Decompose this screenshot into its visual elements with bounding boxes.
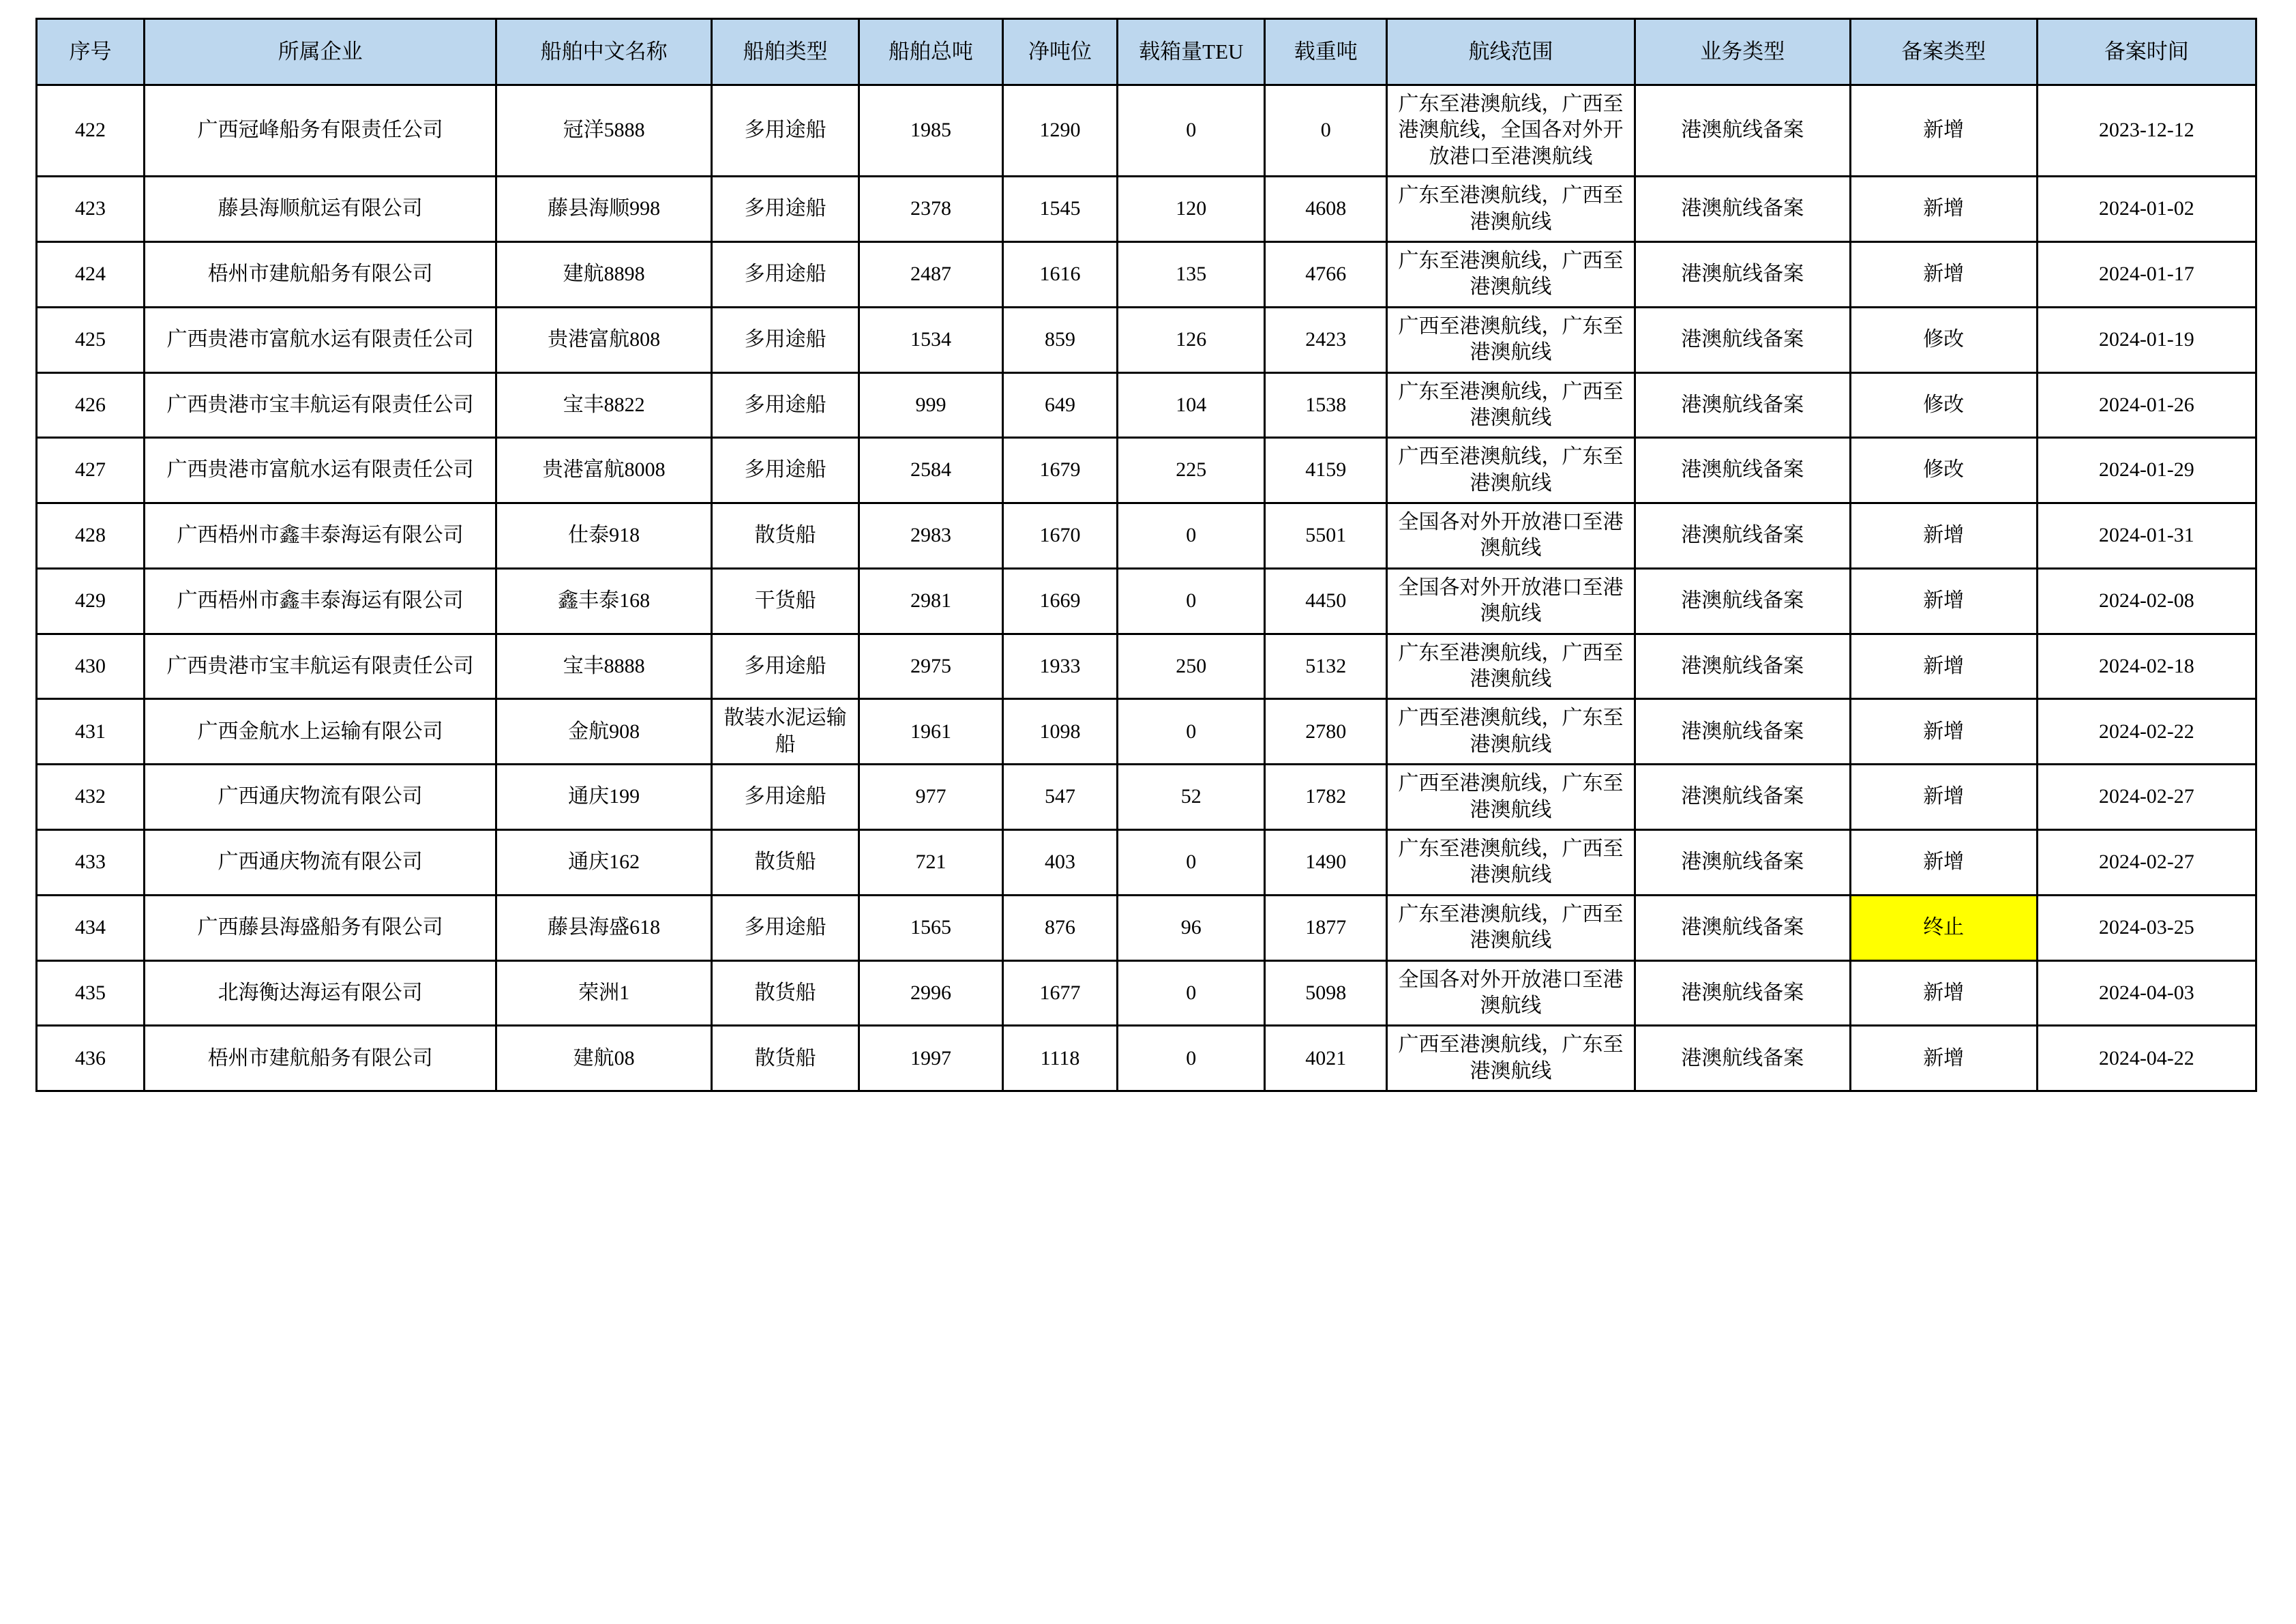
cell-teu: 135 (1118, 241, 1265, 307)
cell-ship-type: 多用途船 (712, 634, 859, 699)
cell-record-type: 新增 (1850, 177, 2037, 242)
cell-index: 433 (37, 829, 145, 895)
cell-gross-tonnage: 2975 (859, 634, 1003, 699)
cell-record-type: 新增 (1850, 1026, 2037, 1091)
cell-teu: 120 (1118, 177, 1265, 242)
cell-net-tonnage: 1616 (1002, 241, 1118, 307)
cell-teu: 52 (1118, 765, 1265, 830)
cell-deadweight: 5501 (1265, 503, 1387, 569)
cell-record-date: 2024-02-27 (2037, 829, 2256, 895)
cell-ship-type: 多用途船 (712, 85, 859, 177)
cell-company: 梧州市建航船务有限公司 (145, 241, 496, 307)
cell-gross-tonnage: 721 (859, 829, 1003, 895)
cell-teu: 250 (1118, 634, 1265, 699)
cell-gross-tonnage: 1961 (859, 699, 1003, 765)
table-body (37, 85, 2256, 1091)
cell-company: 广西金航水上运输有限公司 (145, 699, 496, 765)
cell-record-date: 2024-03-25 (2037, 895, 2256, 960)
table-row (37, 895, 2256, 960)
cell-record-date: 2024-01-29 (2037, 438, 2256, 503)
table-row (37, 438, 2256, 503)
table-row (37, 1026, 2256, 1091)
cell-company: 广西冠峰船务有限责任公司 (145, 85, 496, 177)
cell-record-type: 修改 (1850, 438, 2037, 503)
cell-record-date: 2024-02-08 (2037, 568, 2256, 634)
cell-record-date: 2024-01-19 (2037, 307, 2256, 372)
cell-ship-type: 散货船 (712, 960, 859, 1026)
cell-ship-name: 藤县海顺998 (496, 177, 712, 242)
cell-record-type: 新增 (1850, 503, 2037, 569)
cell-index: 425 (37, 307, 145, 372)
cell-company: 广西贵港市富航水运有限责任公司 (145, 307, 496, 372)
cell-record-type: 新增 (1850, 829, 2037, 895)
cell-record-type: 修改 (1850, 307, 2037, 372)
cell-ship-type: 多用途船 (712, 241, 859, 307)
table-row (37, 765, 2256, 830)
cell-ship-type: 多用途船 (712, 372, 859, 438)
cell-ship-type: 干货船 (712, 568, 859, 634)
cell-ship-type: 多用途船 (712, 307, 859, 372)
cell-teu: 0 (1118, 85, 1265, 177)
cell-deadweight: 4159 (1265, 438, 1387, 503)
cell-route: 广东至港澳航线，广西至港澳航线 (1387, 177, 1635, 242)
cell-record-type: 新增 (1850, 85, 2037, 177)
cell-ship-name: 宝丰8888 (496, 634, 712, 699)
cell-company: 梧州市建航船务有限公司 (145, 1026, 496, 1091)
cell-route: 广西至港澳航线，广东至港澳航线 (1387, 699, 1635, 765)
cell-teu: 0 (1118, 699, 1265, 765)
cell-net-tonnage: 1098 (1002, 699, 1118, 765)
cell-route: 广西至港澳航线，广东至港澳航线 (1387, 438, 1635, 503)
cell-business-type: 港澳航线备案 (1635, 765, 1850, 830)
table-row (37, 699, 2256, 765)
cell-gross-tonnage: 1997 (859, 1026, 1003, 1091)
cell-deadweight: 1538 (1265, 372, 1387, 438)
cell-ship-type: 散货船 (712, 829, 859, 895)
table-row (37, 568, 2256, 634)
cell-business-type: 港澳航线备案 (1635, 895, 1850, 960)
table-row (37, 241, 2256, 307)
cell-deadweight: 1490 (1265, 829, 1387, 895)
cell-net-tonnage: 649 (1002, 372, 1118, 438)
cell-business-type: 港澳航线备案 (1635, 634, 1850, 699)
cell-net-tonnage: 859 (1002, 307, 1118, 372)
cell-business-type: 港澳航线备案 (1635, 503, 1850, 569)
cell-ship-type: 散货船 (712, 503, 859, 569)
cell-company: 广西梧州市鑫丰泰海运有限公司 (145, 568, 496, 634)
cell-ship-name: 通庆199 (496, 765, 712, 830)
cell-deadweight: 5132 (1265, 634, 1387, 699)
cell-net-tonnage: 1679 (1002, 438, 1118, 503)
column-header-company: 所属企业 (145, 19, 496, 85)
cell-ship-name: 宝丰8822 (496, 372, 712, 438)
cell-index: 423 (37, 177, 145, 242)
cell-ship-type: 多用途船 (712, 765, 859, 830)
cell-net-tonnage: 403 (1002, 829, 1118, 895)
cell-company: 广西贵港市宝丰航运有限责任公司 (145, 372, 496, 438)
cell-deadweight: 4766 (1265, 241, 1387, 307)
cell-company: 北海衡达海运有限公司 (145, 960, 496, 1026)
table-header (37, 19, 2256, 85)
cell-index: 430 (37, 634, 145, 699)
cell-index: 426 (37, 372, 145, 438)
cell-record-date: 2024-01-02 (2037, 177, 2256, 242)
cell-company: 广西藤县海盛船务有限公司 (145, 895, 496, 960)
cell-record-date: 2024-04-22 (2037, 1026, 2256, 1091)
table-row (37, 307, 2256, 372)
column-header-gross-tonnage: 船舶总吨 (859, 19, 1003, 85)
cell-company: 广西贵港市富航水运有限责任公司 (145, 438, 496, 503)
cell-index: 429 (37, 568, 145, 634)
cell-record-type: 新增 (1850, 634, 2037, 699)
cell-teu: 0 (1118, 568, 1265, 634)
column-header-ship-type: 船舶类型 (712, 19, 859, 85)
cell-record-type: 新增 (1850, 568, 2037, 634)
cell-net-tonnage: 1933 (1002, 634, 1118, 699)
cell-index: 434 (37, 895, 145, 960)
cell-gross-tonnage: 2584 (859, 438, 1003, 503)
table-header-row (37, 19, 2256, 85)
column-header-record-date: 备案时间 (2037, 19, 2256, 85)
table-row (37, 85, 2256, 177)
column-header-record-type: 备案类型 (1850, 19, 2037, 85)
cell-teu: 0 (1118, 503, 1265, 569)
cell-record-type: 新增 (1850, 241, 2037, 307)
cell-route: 全国各对外开放港口至港澳航线 (1387, 503, 1635, 569)
column-header-index: 序号 (37, 19, 145, 85)
cell-route: 广东至港澳航线，广西至港澳航线，全国各对外开放港口至港澳航线 (1387, 85, 1635, 177)
cell-deadweight: 4021 (1265, 1026, 1387, 1091)
cell-company: 藤县海顺航运有限公司 (145, 177, 496, 242)
cell-deadweight: 5098 (1265, 960, 1387, 1026)
cell-teu: 96 (1118, 895, 1265, 960)
cell-record-date: 2024-02-22 (2037, 699, 2256, 765)
cell-company: 广西梧州市鑫丰泰海运有限公司 (145, 503, 496, 569)
table-row (37, 960, 2256, 1026)
cell-business-type: 港澳航线备案 (1635, 568, 1850, 634)
cell-index: 432 (37, 765, 145, 830)
cell-gross-tonnage: 1985 (859, 85, 1003, 177)
cell-index: 431 (37, 699, 145, 765)
cell-route: 全国各对外开放港口至港澳航线 (1387, 568, 1635, 634)
cell-record-type: 修改 (1850, 372, 2037, 438)
cell-ship-type: 多用途船 (712, 438, 859, 503)
table-row (37, 503, 2256, 569)
cell-net-tonnage: 1290 (1002, 85, 1118, 177)
cell-route: 广西至港澳航线，广东至港澳航线 (1387, 1026, 1635, 1091)
cell-record-date: 2024-04-03 (2037, 960, 2256, 1026)
cell-ship-type: 多用途船 (712, 177, 859, 242)
cell-net-tonnage: 1669 (1002, 568, 1118, 634)
cell-teu: 104 (1118, 372, 1265, 438)
cell-deadweight: 2780 (1265, 699, 1387, 765)
cell-ship-name: 仕泰918 (496, 503, 712, 569)
cell-ship-name: 贵港富航808 (496, 307, 712, 372)
cell-index: 436 (37, 1026, 145, 1091)
cell-ship-name: 鑫丰泰168 (496, 568, 712, 634)
cell-gross-tonnage: 2487 (859, 241, 1003, 307)
cell-ship-type: 多用途船 (712, 895, 859, 960)
cell-record-type-highlighted: 终止 (1850, 895, 2037, 960)
cell-teu: 0 (1118, 829, 1265, 895)
cell-business-type: 港澳航线备案 (1635, 960, 1850, 1026)
cell-company: 广西通庆物流有限公司 (145, 765, 496, 830)
column-header-route: 航线范围 (1387, 19, 1635, 85)
cell-business-type: 港澳航线备案 (1635, 372, 1850, 438)
cell-ship-name: 荣洲1 (496, 960, 712, 1026)
cell-company: 广西通庆物流有限公司 (145, 829, 496, 895)
column-header-net-tonnage: 净吨位 (1002, 19, 1118, 85)
cell-business-type: 港澳航线备案 (1635, 699, 1850, 765)
cell-record-date: 2024-02-18 (2037, 634, 2256, 699)
cell-teu: 0 (1118, 1026, 1265, 1091)
cell-business-type: 港澳航线备案 (1635, 829, 1850, 895)
cell-business-type: 港澳航线备案 (1635, 241, 1850, 307)
cell-deadweight: 1877 (1265, 895, 1387, 960)
column-header-teu: 载箱量TEU (1118, 19, 1265, 85)
column-header-deadweight: 载重吨 (1265, 19, 1387, 85)
cell-ship-name: 建航8898 (496, 241, 712, 307)
cell-index: 422 (37, 85, 145, 177)
cell-index: 424 (37, 241, 145, 307)
cell-route: 广东至港澳航线，广西至港澳航线 (1387, 241, 1635, 307)
cell-record-type: 新增 (1850, 960, 2037, 1026)
cell-ship-name: 金航908 (496, 699, 712, 765)
column-header-business-type: 业务类型 (1635, 19, 1850, 85)
cell-ship-name: 藤县海盛618 (496, 895, 712, 960)
cell-index: 427 (37, 438, 145, 503)
cell-route: 广东至港澳航线，广西至港澳航线 (1387, 829, 1635, 895)
cell-business-type: 港澳航线备案 (1635, 1026, 1850, 1091)
cell-net-tonnage: 1677 (1002, 960, 1118, 1026)
cell-record-date: 2023-12-12 (2037, 85, 2256, 177)
cell-record-date: 2024-02-27 (2037, 765, 2256, 830)
cell-deadweight: 0 (1265, 85, 1387, 177)
table-row (37, 829, 2256, 895)
cell-ship-name: 冠洋5888 (496, 85, 712, 177)
cell-ship-type: 散货船 (712, 1026, 859, 1091)
table-row (37, 634, 2256, 699)
column-header-ship-name: 船舶中文名称 (496, 19, 712, 85)
cell-gross-tonnage: 2378 (859, 177, 1003, 242)
cell-record-date: 2024-01-17 (2037, 241, 2256, 307)
cell-net-tonnage: 547 (1002, 765, 1118, 830)
cell-ship-name: 通庆162 (496, 829, 712, 895)
cell-gross-tonnage: 2981 (859, 568, 1003, 634)
cell-business-type: 港澳航线备案 (1635, 438, 1850, 503)
cell-net-tonnage: 1118 (1002, 1026, 1118, 1091)
cell-gross-tonnage: 1565 (859, 895, 1003, 960)
cell-ship-name: 贵港富航8008 (496, 438, 712, 503)
table-row (37, 372, 2256, 438)
cell-gross-tonnage: 2996 (859, 960, 1003, 1026)
cell-record-type: 新增 (1850, 699, 2037, 765)
cell-route: 广西至港澳航线，广东至港澳航线 (1387, 307, 1635, 372)
cell-index: 428 (37, 503, 145, 569)
cell-gross-tonnage: 999 (859, 372, 1003, 438)
cell-route: 全国各对外开放港口至港澳航线 (1387, 960, 1635, 1026)
cell-gross-tonnage: 2983 (859, 503, 1003, 569)
cell-record-date: 2024-01-26 (2037, 372, 2256, 438)
cell-deadweight: 4450 (1265, 568, 1387, 634)
table-row (37, 177, 2256, 242)
cell-teu: 126 (1118, 307, 1265, 372)
cell-gross-tonnage: 1534 (859, 307, 1003, 372)
cell-index: 435 (37, 960, 145, 1026)
cell-business-type: 港澳航线备案 (1635, 307, 1850, 372)
cell-net-tonnage: 1545 (1002, 177, 1118, 242)
cell-deadweight: 2423 (1265, 307, 1387, 372)
cell-gross-tonnage: 977 (859, 765, 1003, 830)
cell-ship-type: 散装水泥运输船 (712, 699, 859, 765)
cell-route: 广西至港澳航线，广东至港澳航线 (1387, 765, 1635, 830)
cell-net-tonnage: 1670 (1002, 503, 1118, 569)
cell-business-type: 港澳航线备案 (1635, 85, 1850, 177)
cell-route: 广东至港澳航线，广西至港澳航线 (1387, 634, 1635, 699)
cell-teu: 0 (1118, 960, 1265, 1026)
cell-route: 广东至港澳航线，广西至港澳航线 (1387, 895, 1635, 960)
cell-net-tonnage: 876 (1002, 895, 1118, 960)
cell-ship-name: 建航08 (496, 1026, 712, 1091)
cell-business-type: 港澳航线备案 (1635, 177, 1850, 242)
cell-deadweight: 4608 (1265, 177, 1387, 242)
cell-teu: 225 (1118, 438, 1265, 503)
cell-route: 广东至港澳航线，广西至港澳航线 (1387, 372, 1635, 438)
ship-record-table (35, 18, 2257, 1092)
cell-deadweight: 1782 (1265, 765, 1387, 830)
cell-record-date: 2024-01-31 (2037, 503, 2256, 569)
cell-record-type: 新增 (1850, 765, 2037, 830)
cell-company: 广西贵港市宝丰航运有限责任公司 (145, 634, 496, 699)
